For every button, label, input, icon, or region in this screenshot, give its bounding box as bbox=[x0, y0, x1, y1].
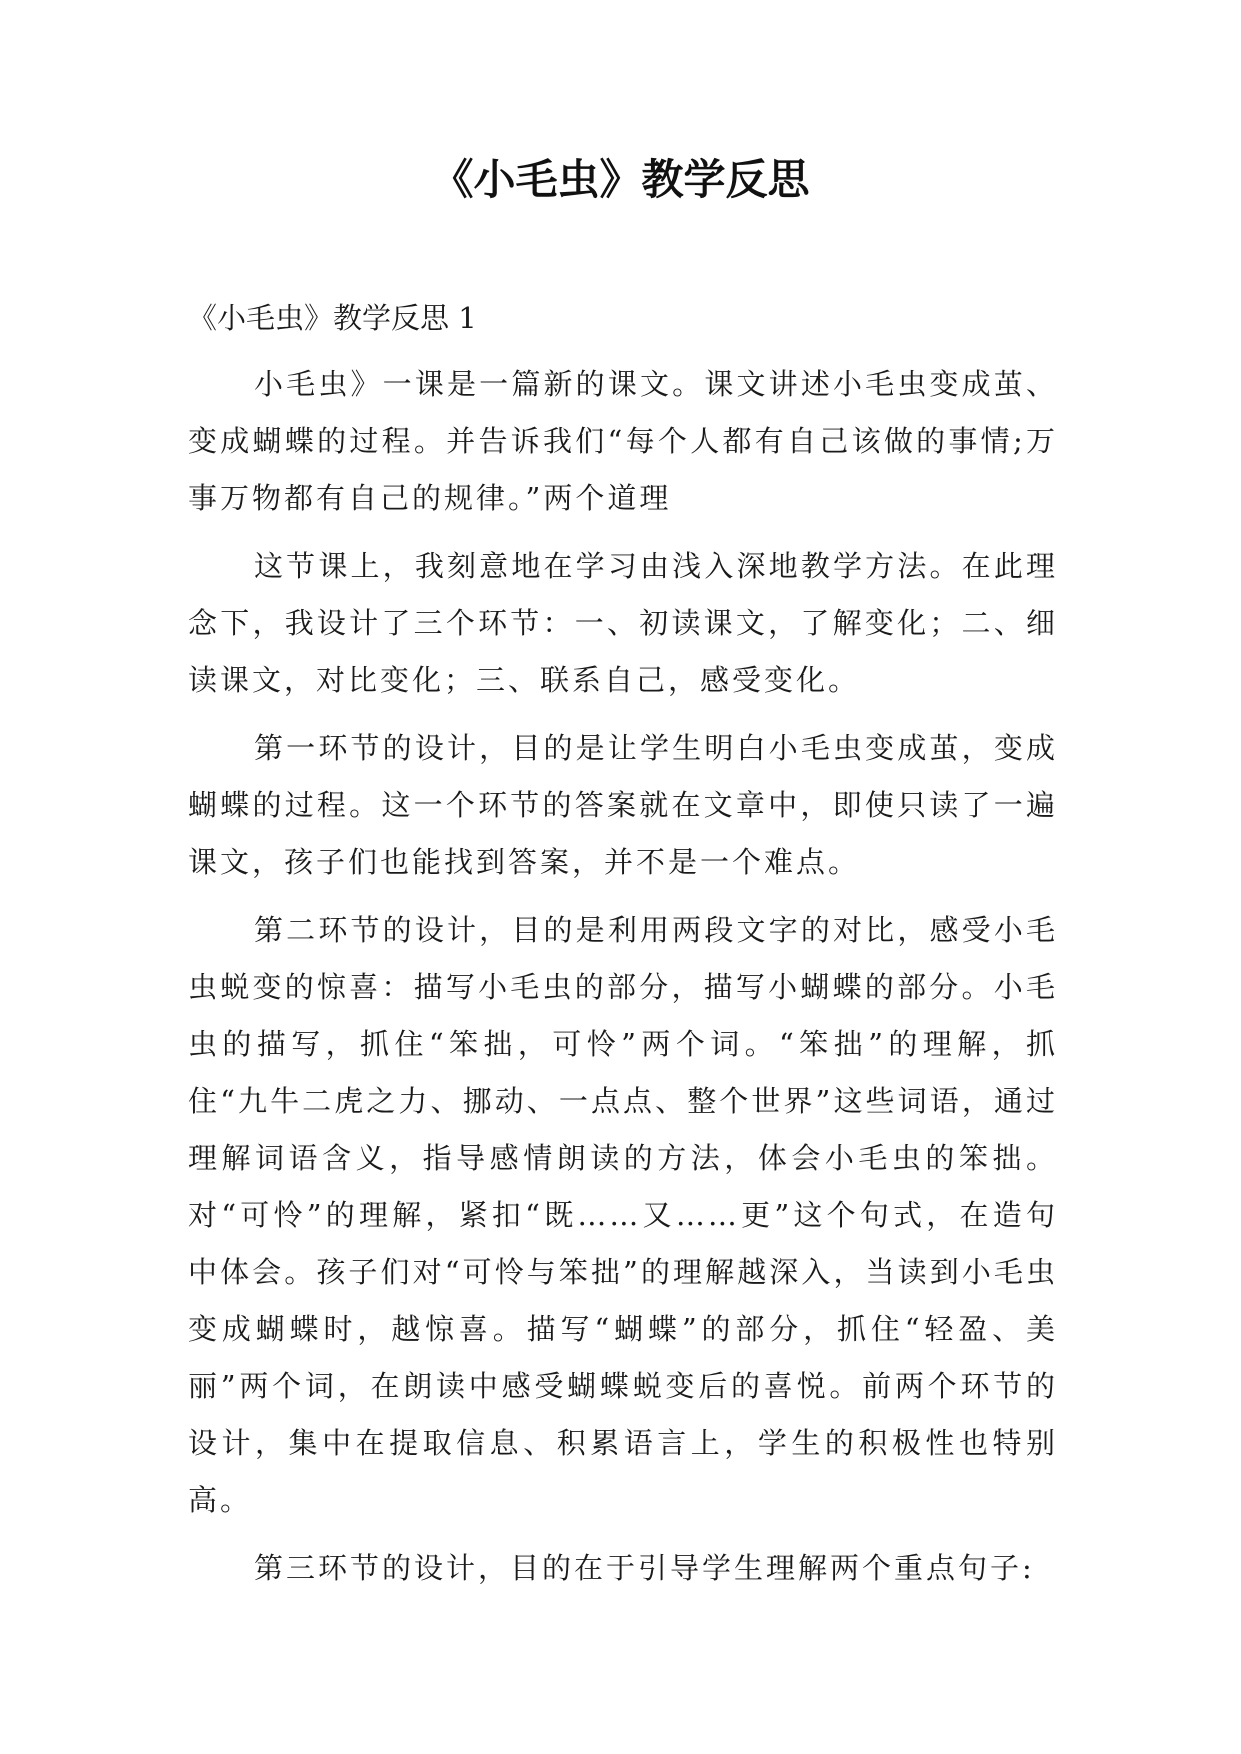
paragraph-intro: 小毛虫》一课是一篇新的课文。课文讲述小毛虫变成茧、变成蝴蝶的过程。并告诉我们“每个人都有自己该做的事情;万事万物都有自己的规律。”两个道理 bbox=[188, 367, 1058, 515]
document-title: 《小毛虫》教学反思 bbox=[431, 155, 810, 204]
paragraph-step-one: 第一环节的设计，目的是让学生明白小毛虫变成茧，变成蝴蝶的过程。这一个环节的答案就在文章中，即使只读了一遍课文，孩子们也能找到答案，并不是一个难点。 bbox=[188, 731, 1058, 879]
paragraph-step-three: 第三环节的设计，目的在于引导学生理解两个重点句子: bbox=[254, 1551, 1035, 1585]
paragraph-step-two: 第二环节的设计，目的是利用两段文字的对比，感受小毛虫蜕变的惊喜：描写小毛虫的部分，描写小蝴蝶的部分。小毛虫的描写，抓住“笨拙，可怜”两个词。“笨拙”的理解，抓住“九牛二虎之力、挪动、一点点、整个世界”这些词语，通过理解词语含义，指导感情朗读的方法，体会小毛虫的笨拙。对“可怜”的理解，紧扣“既……又……更”这个句式，在造句中体会。孩子们对“可怜与笨拙”的理解越深入，当读到小毛虫变成蝴蝶时，越惊喜。描写“蝴蝶”的部分，抓住“轻盈、美丽”两个词，在朗读中感受蝴蝶蜕变后的喜悦。前两个环节的设计，集中在提取信息、积累语言上，学生的积极性也特别高。 bbox=[188, 913, 1058, 1517]
paragraph-design: 这节课上，我刻意地在学习由浅入深地教学方法。在此理念下，我设计了三个环节：一、初读课文，了解变化；二、细读课文，对比变化；三、联系自己，感受变化。 bbox=[188, 549, 1058, 697]
section-heading: 《小毛虫》教学反思 1 bbox=[188, 301, 477, 335]
document-body bbox=[188, 288, 1058, 1608]
